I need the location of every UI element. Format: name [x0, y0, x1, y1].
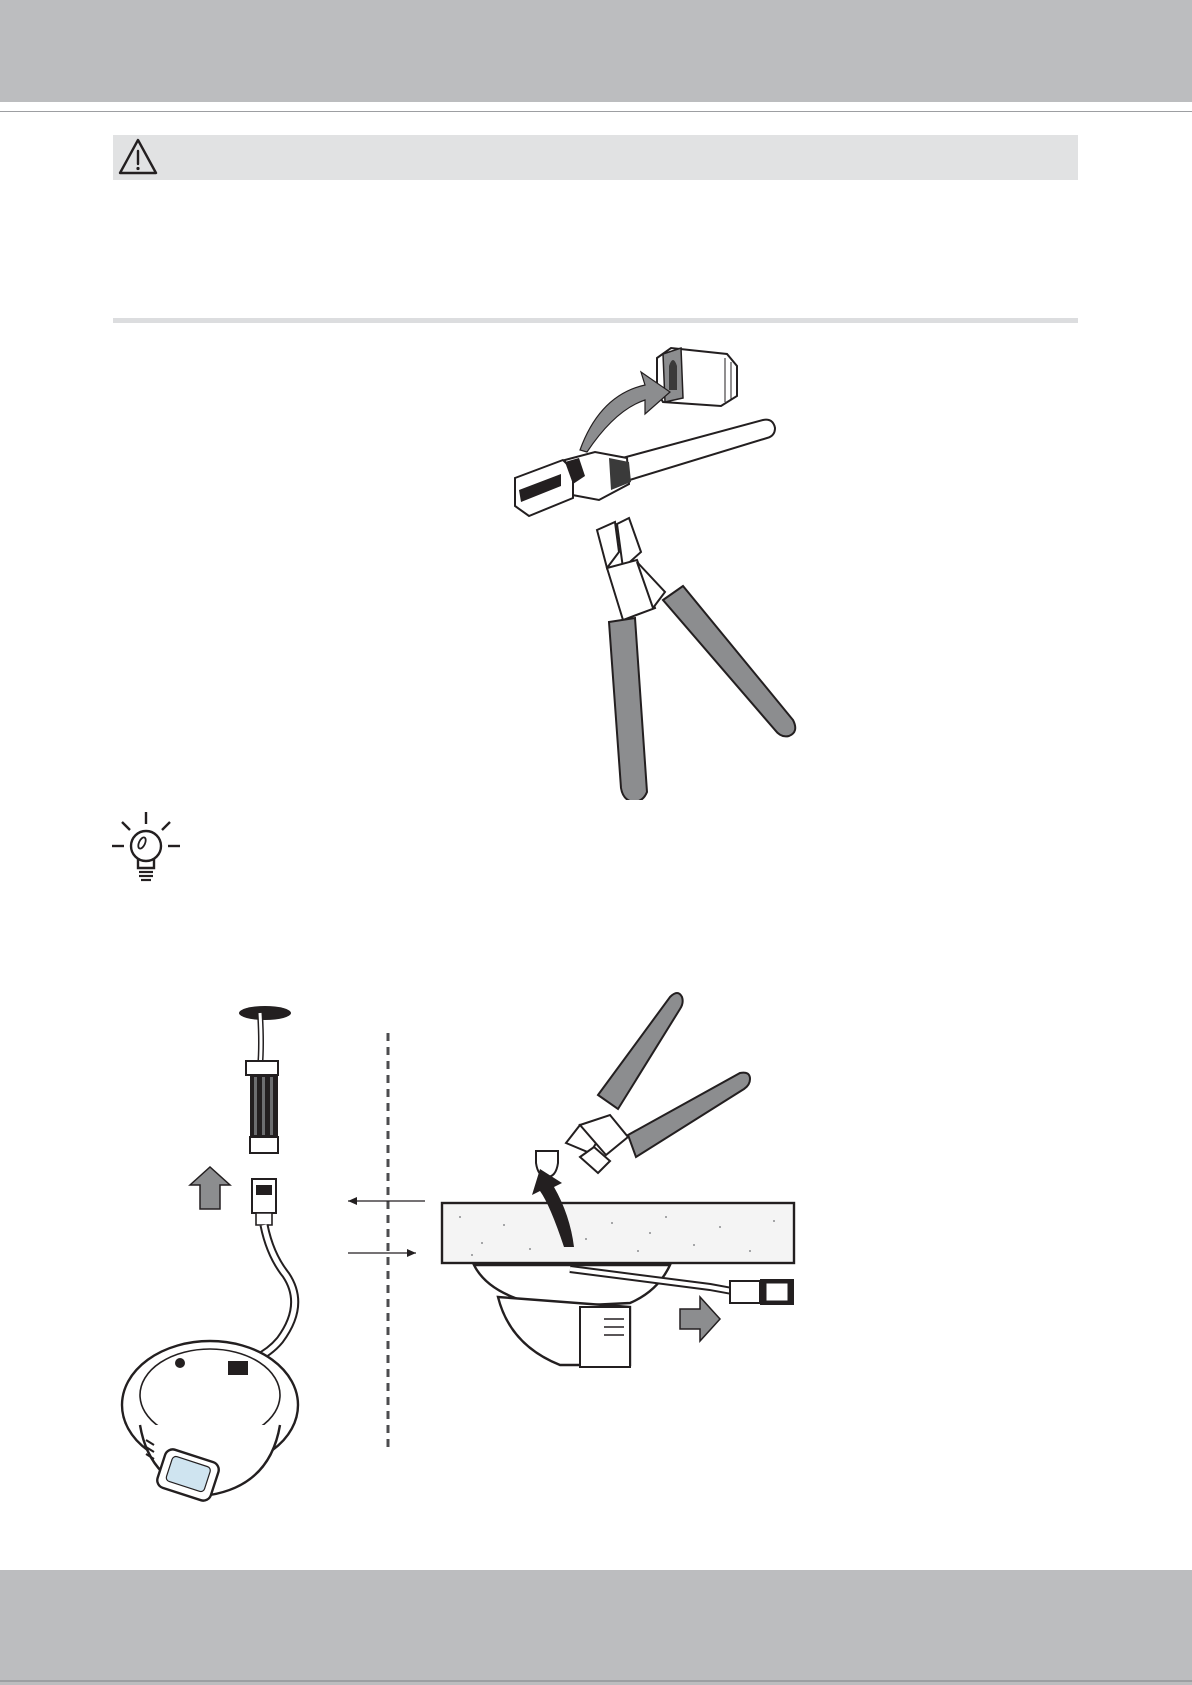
cable-boot-piece	[657, 348, 737, 406]
removal-arrow	[580, 372, 670, 452]
dome-camera	[122, 1341, 298, 1503]
ceiling-board	[442, 1203, 794, 1263]
warning-triangle-icon	[117, 137, 159, 177]
warning-banner	[113, 135, 1078, 180]
cable-boot-removal-illustration	[505, 340, 815, 800]
camera-cable-installation-illustration	[110, 985, 830, 1525]
section-divider	[113, 318, 1078, 323]
right-arrow	[680, 1297, 720, 1341]
page-footer-bar	[0, 1570, 1192, 1685]
diagonal-cutter-pliers	[597, 518, 795, 800]
light-bulb-icon	[110, 810, 182, 892]
up-arrow	[190, 1167, 230, 1209]
page-header-bar	[0, 0, 1192, 102]
header-rule	[0, 111, 1192, 112]
footer-rule	[0, 1680, 1192, 1682]
diagonal-cutter-pliers	[566, 993, 750, 1173]
